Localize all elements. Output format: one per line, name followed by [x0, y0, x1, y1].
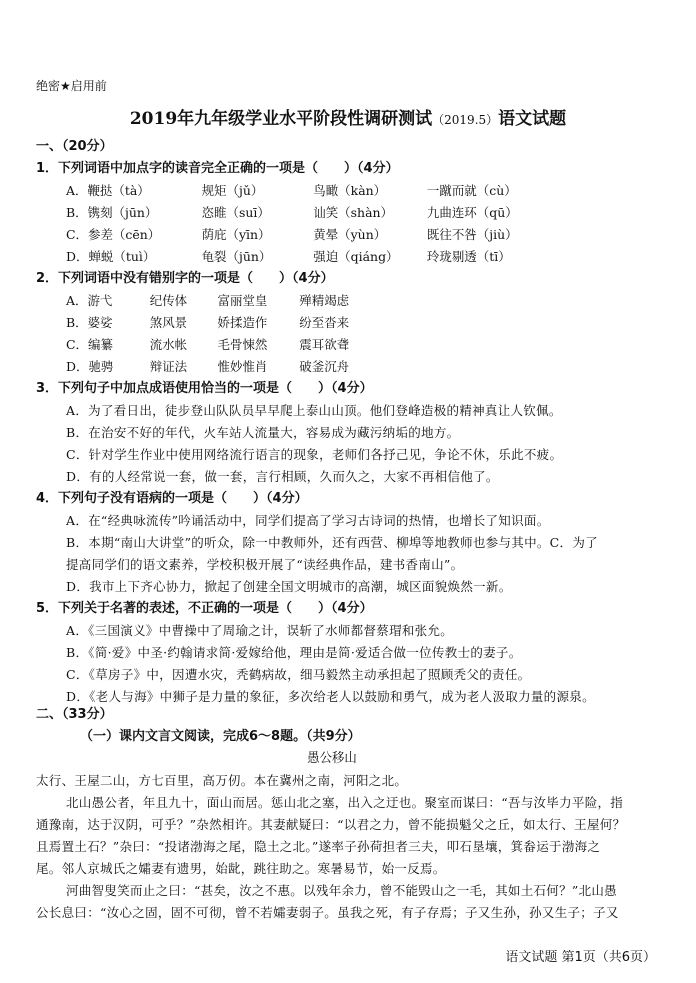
q5-option-a: A．《三国演义》中曹操中了周瑜之计，误斩了水师都督蔡瑁和张允。	[66, 623, 454, 638]
q1-c-1: C．参差（cēn）	[66, 227, 161, 242]
q1-d-2: 龟裂（jūn）	[201, 249, 272, 264]
q3-option-c: C．针对学生作业中使用网络流行语言的现象，老师们各抒己见，争论不休，乐此不疲。	[66, 447, 563, 462]
passage-line-4: 且焉置土石？”杂曰：“投诸渤海之尾，隐土之北。”遂率子孙荷担者三夫，叩石垦壤，箕畚运于渤海之	[36, 839, 601, 854]
q2-a-3: 富丽堂皇	[217, 293, 268, 308]
q2-a-2: 纪传体	[149, 293, 188, 308]
passage-line-2: 北山愚公者，年且九十，面山而居。惩山北之塞，出入之迂也。聚室而谋曰：“吾与汝毕力平险，指	[66, 795, 624, 810]
q5-option-b: B．《简·爱》中圣·约翰请求简·爱嫁给他，理由是简·爱适合做一位传教士的妻子。	[66, 645, 522, 660]
q1-b-4: 九曲连环（qū）	[426, 205, 518, 220]
title-subject: 语文试题	[498, 109, 567, 129]
q3-stem: 3．下列句子中加点成语使用恰当的一项是（ ）（4分）	[36, 381, 373, 396]
q2-stem: 2．下列词语中没有错别字的一项是（ ）（4分）	[36, 271, 334, 286]
q1-option-a	[66, 182, 664, 200]
passage-line-6: 河曲智叟笑而止之曰：“甚矣，汝之不惠。以残年余力，曾不能毁山之一毛，其如土石何？”北山愚	[66, 883, 617, 898]
q1-stem: 1．下列词语中加点字的读音完全正确的一项是（ ）（4分）	[36, 161, 399, 176]
q2-d-4: 破釜沉舟	[299, 359, 350, 374]
q2-c-4: 震耳欲聋	[299, 337, 350, 352]
q4-option-d: D．我市上下齐心协力，掀起了创建全国文明城市的高潮，城区面貌焕然一新。	[66, 579, 512, 594]
q2-b-2: 煞风景	[149, 315, 188, 330]
passage-line-5: 尾。邻人京城氏之孀妻有遗男，始龀，跳往助之。寒暑易节，始一反焉。	[36, 861, 446, 876]
section2-sub-heading: （一）课内文言文阅读，完成6～8题。（共9分）	[80, 729, 361, 744]
q1-d-1: D．蝉蜕（tuì）	[66, 249, 156, 264]
q2-option-d	[66, 358, 664, 376]
exam-title	[0, 104, 696, 129]
q1-b-1: B．镌刻（jūn）	[66, 205, 158, 220]
q3-option-a: A．为了看日出，徒步登山队队员早早爬上泰山山顶。他们登峰造极的精神真让人钦佩。	[66, 403, 562, 418]
section2-heading: 二、（33分）	[36, 707, 113, 722]
q2-option-b	[66, 314, 664, 332]
q2-b-3: 娇揉造作	[217, 315, 268, 330]
passage-line-3: 通豫南，达于汉阴，可乎？”杂然相许。其妻献疑曰：“以君之力，曾不能损魁父之丘，如太行、王屋何？	[36, 817, 626, 832]
q1-b-2: 恣睢（suī）	[201, 205, 270, 220]
q5-option-c: C．《草房子》中，因遭水灾，秃鹤病故，细马毅然主动承担起了照顾秃父的责任。	[66, 667, 531, 682]
q2-a-4: 殚精竭虑	[299, 293, 350, 308]
passage-title: 愚公移山	[307, 751, 357, 766]
q2-d-3: 惟妙惟肖	[217, 359, 268, 374]
q2-d-2: 辩证法	[149, 359, 188, 374]
q2-a-1: A．游弋	[66, 293, 113, 308]
q2-c-3: 毛骨悚然	[217, 337, 268, 352]
title-main: 2019年九年级学业水平阶段性调研测试	[129, 109, 433, 129]
page-footer: 语文试题 第1页（共6页）	[505, 950, 656, 965]
q1-option-c	[66, 226, 664, 244]
q4-option-c-cont: 提高同学们的语文素养，学校积极开展了“读经典作品，建书香南山”。	[66, 557, 464, 572]
q1-d-4: 玲珑剔透（tī）	[426, 249, 511, 264]
q2-c-2: 流水帐	[149, 337, 188, 352]
confidential-label: 绝密★启用前	[36, 79, 107, 93]
q1-a-3: 鸟瞰（kàn）	[313, 183, 387, 198]
q4-option-b: B．本期“南山大讲堂”的听众，除一中教师外，还有西营、柳埠等地教师也参与其中。C．为了	[66, 535, 598, 550]
q3-option-b: B．在治安不好的年代，火车站人流量大，容易成为藏污纳垢的地方。	[66, 425, 460, 440]
q2-d-1: D．驰骋	[66, 359, 114, 374]
q1-option-b	[66, 204, 664, 222]
q1-a-2: 规矩（jǔ）	[201, 183, 264, 198]
q5-stem: 5．下列关于名著的表述，不正确的一项是（ ）（4分）	[36, 601, 373, 616]
q4-option-a: A．在“经典咏流传”吟诵活动中，同学们提高了学习古诗词的热情，也增长了知识面。	[66, 513, 550, 528]
q1-c-3: 黄晕（yùn）	[313, 227, 387, 242]
q2-option-c	[66, 336, 664, 354]
q2-b-4: 纷至沓来	[299, 315, 350, 330]
q1-d-3: 强迫（qiáng）	[313, 249, 399, 264]
q5-option-d: D．《老人与海》中狮子是力量的象征，多次给老人以鼓励和勇气，成为老人汲取力量的源泉。	[66, 689, 595, 704]
q1-a-4: 一蹴而就（cù）	[426, 183, 517, 198]
q4-stem: 4．下列句子没有语病的一项是（ ）（4分）	[36, 491, 308, 506]
section1-heading: 一、（20分）	[36, 139, 113, 154]
q1-c-4: 既往不咎（jiù）	[426, 227, 518, 242]
title-date: （2019.5）	[432, 113, 499, 127]
passage-line-7: 公长息曰：“汝心之固，固不可彻，曾不若孀妻弱子。虽我之死，有子存焉；子又生孙，孙又生子；子又	[36, 905, 619, 920]
q2-c-1: C．编纂	[66, 337, 113, 352]
q1-option-d	[66, 248, 664, 266]
q2-option-a	[66, 292, 664, 310]
q1-b-3: 讪笑（shàn）	[313, 205, 393, 220]
q2-b-1: B．婆娑	[66, 315, 113, 330]
q1-c-2: 荫庇（yīn）	[201, 227, 271, 242]
q3-option-d: D．有的人经常说一套，做一套，言行相顾，久而久之，大家不再相信他了。	[66, 469, 499, 484]
passage-line-1: 太行、王屋二山，方七百里，高万仞。本在冀州之南，河阳之北。	[36, 773, 408, 788]
q1-a-1: A．鞭挞（tà）	[66, 183, 150, 198]
